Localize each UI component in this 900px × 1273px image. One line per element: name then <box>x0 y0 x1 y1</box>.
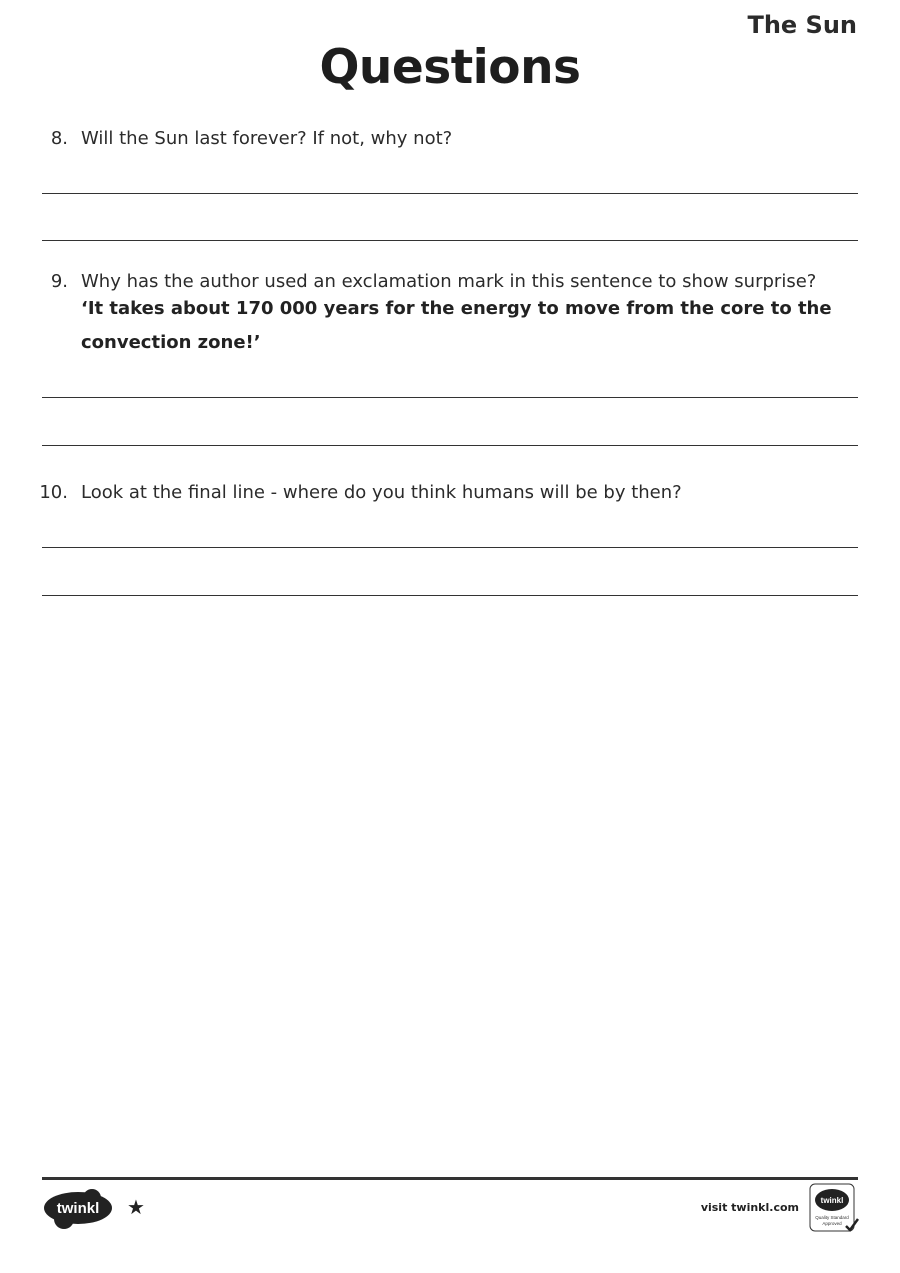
question-10-number: 10. <box>39 482 68 503</box>
page-title: Questions <box>319 40 581 95</box>
visit-link[interactable]: visit twinkl.com <box>700 1201 799 1214</box>
worksheet-topic: The Sun <box>747 11 857 39</box>
answer-line[interactable] <box>42 397 858 398</box>
badge-brand-text: twinkl <box>820 1196 844 1205</box>
answer-line[interactable] <box>42 240 858 241</box>
badge-line-2: Approved <box>822 1221 842 1226</box>
quality-standard-badge <box>809 1183 859 1233</box>
question-9-text: Why has the author used an exclamation mark in this sentence to show surprise? <box>81 271 817 292</box>
question-9-number: 9. <box>50 271 68 292</box>
question-9-quote-line-2: convection zone!’ <box>81 332 261 353</box>
question-10-text: Look at the final line - where do you think humans will be by then? <box>81 482 682 503</box>
question-8-number: 8. <box>50 128 68 149</box>
twinkl-logo-text: twinkl <box>56 1200 100 1217</box>
answer-line[interactable] <box>42 595 858 596</box>
twinkl-logo <box>42 1186 114 1230</box>
question-9-quote-line-1: ‘It takes about 170 000 years for the energy to move from the core to the <box>81 298 832 319</box>
footer-divider <box>42 1177 858 1180</box>
answer-line[interactable] <box>42 445 858 446</box>
answer-line[interactable] <box>42 193 858 194</box>
question-8-text: Will the Sun last forever? If not, why not? <box>81 128 453 149</box>
star-icon: ★ <box>127 1195 145 1219</box>
answer-line[interactable] <box>42 547 858 548</box>
badge-line-1: Quality Standard <box>815 1215 849 1220</box>
